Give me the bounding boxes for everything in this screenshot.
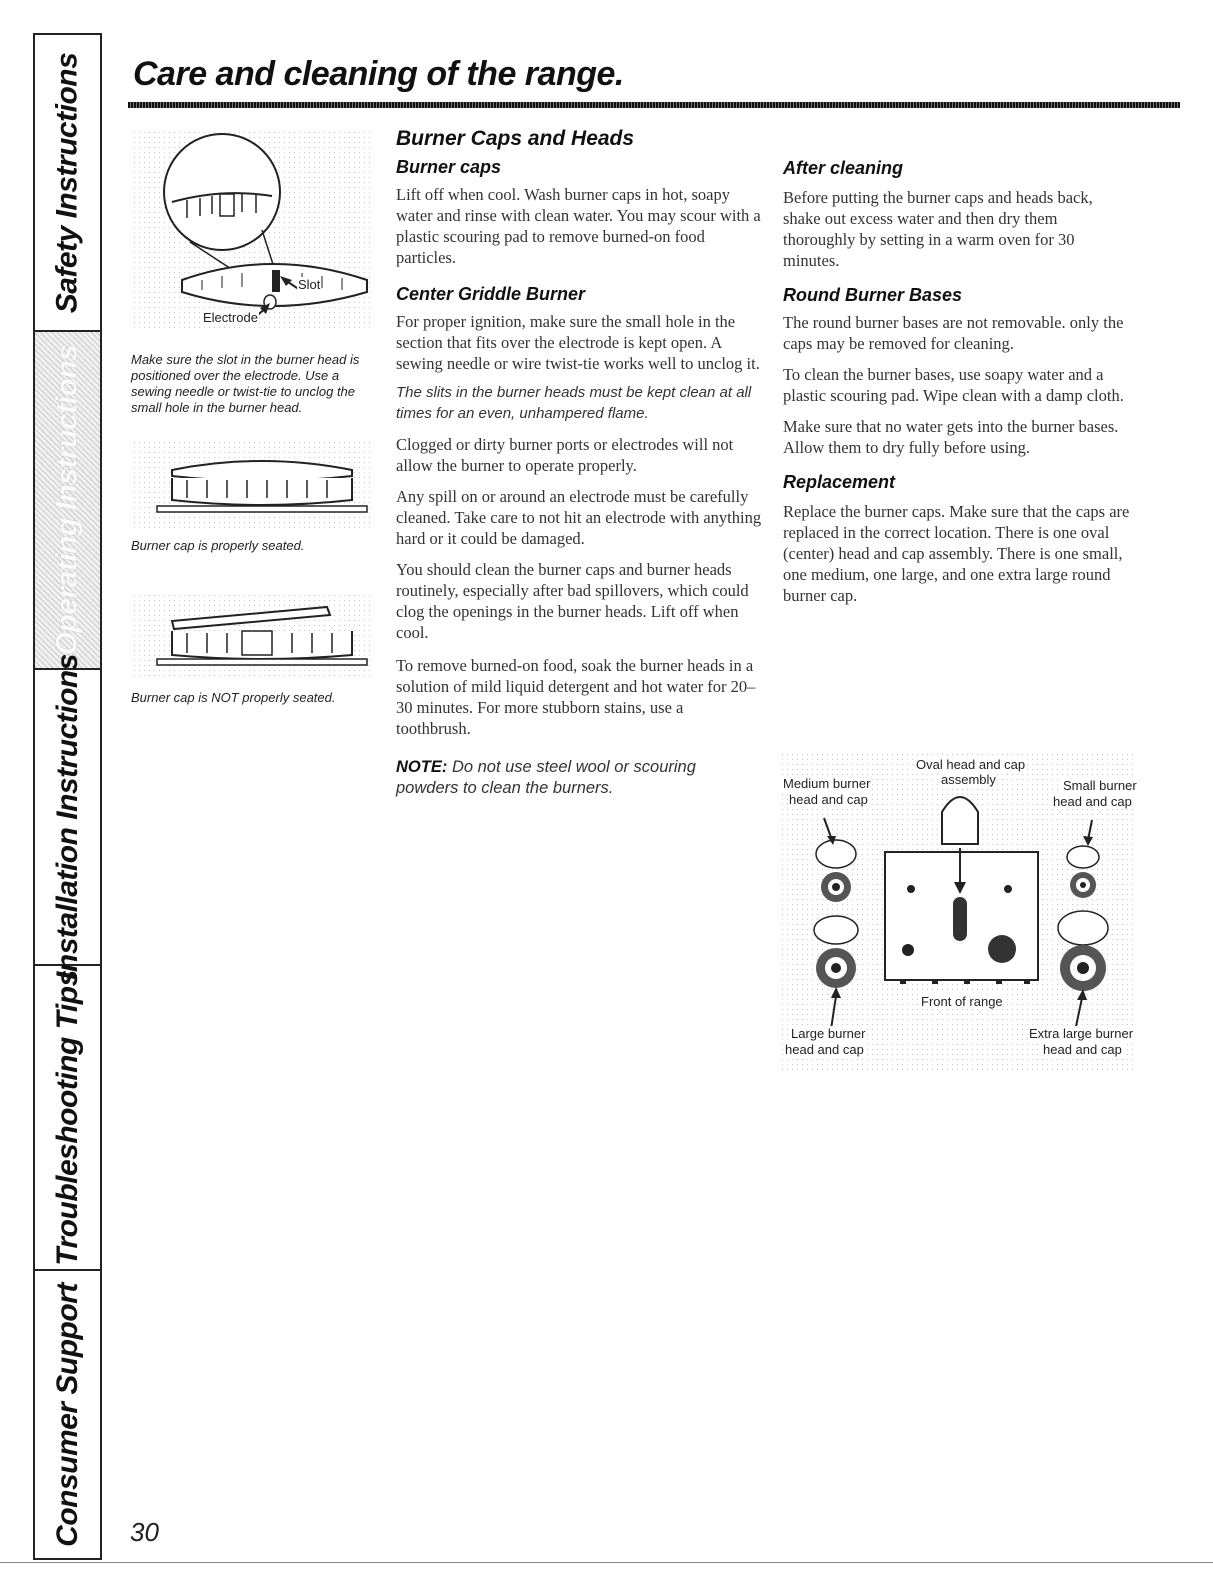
right-column xyxy=(783,158,1133,606)
page-number: 30 xyxy=(130,1517,159,1547)
section-tabs xyxy=(33,33,102,1560)
medium-label: Medium burner xyxy=(783,776,871,791)
tab-label: Safety Instructions xyxy=(50,52,84,313)
paragraph: Before putting the burner caps and heads back, shake out excess water and then dry them thoroughly by setting in a warm oven for 30 minutes. xyxy=(783,188,1093,270)
burner-head-illustration xyxy=(132,130,372,330)
subheading: Round Burner Bases xyxy=(783,285,963,305)
tab-label: Installation Instructions xyxy=(50,654,84,980)
xl-label: Extra large burner xyxy=(1029,1026,1134,1041)
title-rule xyxy=(128,102,1180,108)
paragraph: Make sure that no water gets into the burner bases. Allow them to dry fully before using. xyxy=(783,417,1119,457)
slot-label: Slot xyxy=(298,277,321,292)
large-label: Large burner xyxy=(791,1026,866,1041)
note-text: Do not use steel wool or scouring powders to clean the burners. xyxy=(396,758,696,797)
paragraph: Replace the burner caps. Make sure that the caps are replaced in the correct location. There is one oval (center) head and cap assembly. There is one small, one medium, one large, and one extra large round burner cap. xyxy=(783,502,1130,605)
footer-rule xyxy=(0,1562,1213,1563)
cap-not-seated-figure xyxy=(132,593,372,678)
tab-troubleshooting-tips[interactable] xyxy=(35,966,100,1271)
cap-seated-illustration xyxy=(132,440,372,530)
subheading: Center Griddle Burner xyxy=(396,284,586,304)
oval-label: Oval head and cap xyxy=(916,757,1026,772)
cap-seated-figure xyxy=(132,440,372,530)
subheading: After cleaning xyxy=(783,158,904,178)
paragraph: Lift off when cool. Wash burner caps in hot, soapy water and rinse with clean water. You may scour with a plastic scouring pad to remove burned-on food particles. xyxy=(396,185,761,267)
middle-column xyxy=(396,127,762,799)
paragraph: Any spill on or around an electrode must be carefully cleaned. Take care to not hit an electrode with anything hard or it could be damaged. xyxy=(396,487,762,548)
note xyxy=(396,757,762,799)
page-title: Care and cleaning of the range. xyxy=(133,55,624,93)
figure-caption: Burner cap is NOT properly seated. xyxy=(131,690,336,705)
paragraph: You should clean the burner caps and burner heads routinely, especially after bad spillovers, which could clog the openings in the burner heads. Lift off when cool. xyxy=(396,560,749,642)
assembly-label: assembly xyxy=(941,772,996,787)
section-heading: Burner Caps and Heads xyxy=(396,127,635,150)
cap-not-seated-illustration xyxy=(132,593,372,678)
tab-label: Operating Instructions xyxy=(50,344,84,656)
small-label-2: head and cap xyxy=(1053,794,1132,809)
tab-label: Consumer Support xyxy=(50,1282,84,1547)
tab-consumer-support[interactable] xyxy=(35,1271,100,1558)
subheading: Burner caps xyxy=(396,157,502,177)
large-label-2: head and cap xyxy=(785,1042,864,1057)
medium-label-2: head and cap xyxy=(789,792,868,807)
paragraph: Clogged or dirty burner ports or electrodes will not allow the burner to operate properly. xyxy=(396,435,734,475)
subheading: Replacement xyxy=(783,472,896,492)
paragraph: To remove burned-on food, soak the burner heads in a solution of mild liquid detergent and hot water for 20–30 minutes. For more stubborn stains, use a toothbrush. xyxy=(396,656,756,738)
paragraph: For proper ignition, make sure the small hole in the section that fits over the electrode is kept open. A sewing needle or wire twist-tie works well to unclog it. xyxy=(396,312,760,373)
front-label: Front of range xyxy=(921,994,1003,1009)
paragraph: The round burner bases are not removable. only the caps may be removed for cleaning. xyxy=(783,313,1124,353)
note-label: NOTE: xyxy=(396,758,448,776)
tab-label: Troubleshooting Tips xyxy=(50,969,84,1266)
paragraph: To clean the burner bases, use soapy water and a plastic scouring pad. Wipe clean with a damp cloth. xyxy=(783,365,1124,405)
figure-caption: Make sure the slot in the burner head is positioned over the electrode. Use a sewing needle or twist-tie to unclog the small hole in the burner head. xyxy=(131,352,360,415)
emphasis-paragraph: The slits in the burner heads must be kept clean at all times for an even, unhampered flame. xyxy=(396,384,752,422)
tab-installation-instructions[interactable] xyxy=(35,654,100,980)
tab-safety-instructions[interactable] xyxy=(35,35,100,332)
xl-label-2: head and cap xyxy=(1043,1042,1122,1057)
electrode-label: Electrode xyxy=(203,310,258,325)
figure-caption: Burner cap is properly seated. xyxy=(131,538,305,553)
tab-operating-instructions[interactable] xyxy=(35,332,100,670)
burner-layout-diagram xyxy=(780,752,1136,1072)
small-label: Small burner xyxy=(1063,778,1137,793)
burner-head-figure xyxy=(132,130,372,330)
